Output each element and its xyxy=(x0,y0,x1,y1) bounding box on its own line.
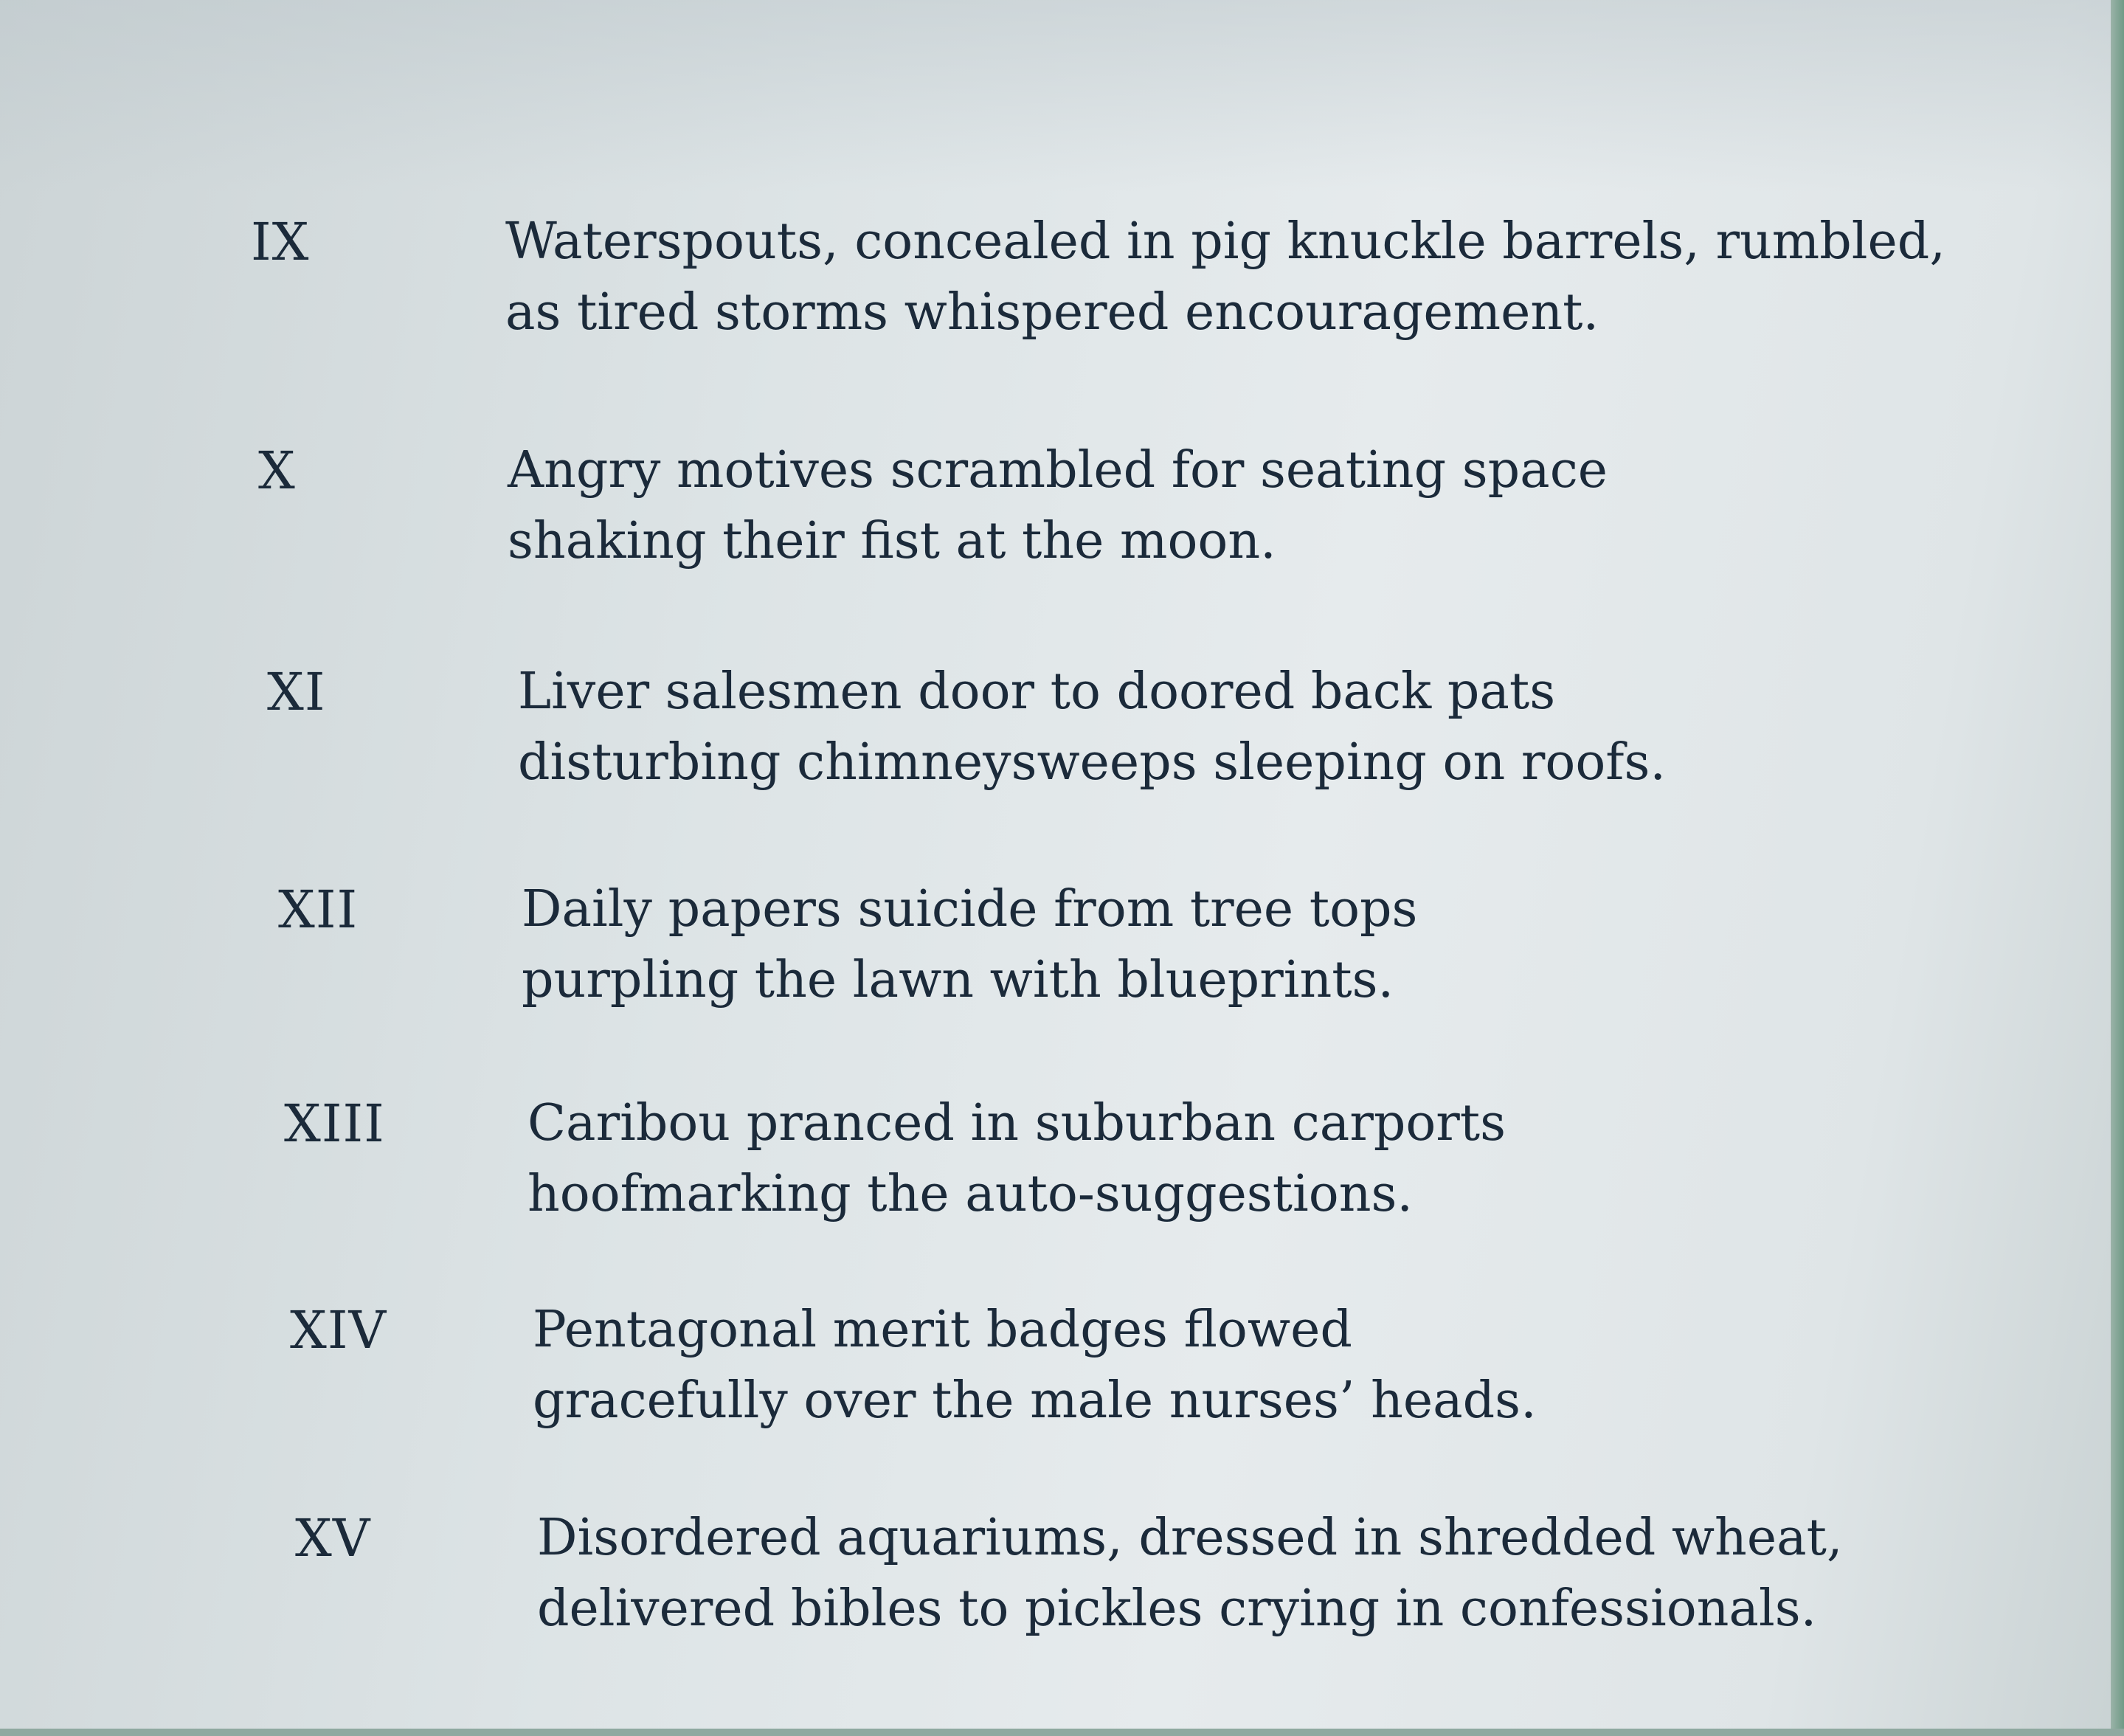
stanza-numeral: IX xyxy=(251,212,310,272)
stanza-numeral: XI xyxy=(267,662,326,722)
poem-line: gracefully over the male nurses’ heads. xyxy=(533,1372,1537,1430)
poem-line: disturbing chimneysweeps sleeping on roofs. xyxy=(518,733,1666,792)
stanza-x xyxy=(0,435,1918,583)
poem-line: hoofmarking the auto-suggestions. xyxy=(527,1165,1414,1223)
stanza-text xyxy=(522,874,1417,1016)
stanza-numeral: XII xyxy=(278,879,359,940)
stanza-xv xyxy=(0,1503,1918,1650)
page-edge-right xyxy=(2111,0,2124,1736)
poem-line: Waterspouts, concealed in pig knuckle barrels, rumbled, xyxy=(505,212,1945,271)
poem-line: as tired storms whispered encouragement. xyxy=(505,283,1599,342)
poem-line: purpling the lawn with blueprints. xyxy=(522,951,1394,1009)
poem-line: delivered bibles to pickles crying in confessionals. xyxy=(537,1580,1817,1638)
stanza-ix xyxy=(0,207,1945,354)
stanza-numeral: X xyxy=(258,440,296,501)
stanza-xiv xyxy=(0,1295,1918,1442)
stanza-text xyxy=(518,657,1666,798)
page-shadow xyxy=(0,0,2124,192)
stanza-numeral: XIII xyxy=(284,1093,385,1154)
stanza-numeral: XV xyxy=(295,1508,371,1569)
stanza-numeral: XIV xyxy=(290,1300,387,1360)
stanza-text xyxy=(537,1503,1843,1645)
poem-line: Angry motives scrambled for seating space xyxy=(508,441,1608,499)
stanza-text xyxy=(533,1295,1537,1436)
stanza-xi xyxy=(0,657,1918,804)
stanza-xii xyxy=(0,874,1918,1022)
page-edge-bottom xyxy=(0,1729,2124,1736)
poem-line: Caribou pranced in suburban carports xyxy=(527,1094,1506,1152)
stanza-text xyxy=(508,435,1608,577)
stanza-text xyxy=(527,1088,1506,1230)
poem-line: Daily papers suicide from tree tops xyxy=(522,880,1418,938)
poem-line: shaking their fist at the moon. xyxy=(508,512,1276,570)
poem-line: Pentagonal merit badges flowed xyxy=(533,1301,1352,1359)
stanza-xiii xyxy=(0,1088,1918,1236)
poem-line: Liver salesmen door to doored back pats xyxy=(518,663,1556,721)
stanza-text xyxy=(505,207,1945,348)
poem-line: Disordered aquariums, dressed in shredded wheat, xyxy=(537,1509,1843,1567)
